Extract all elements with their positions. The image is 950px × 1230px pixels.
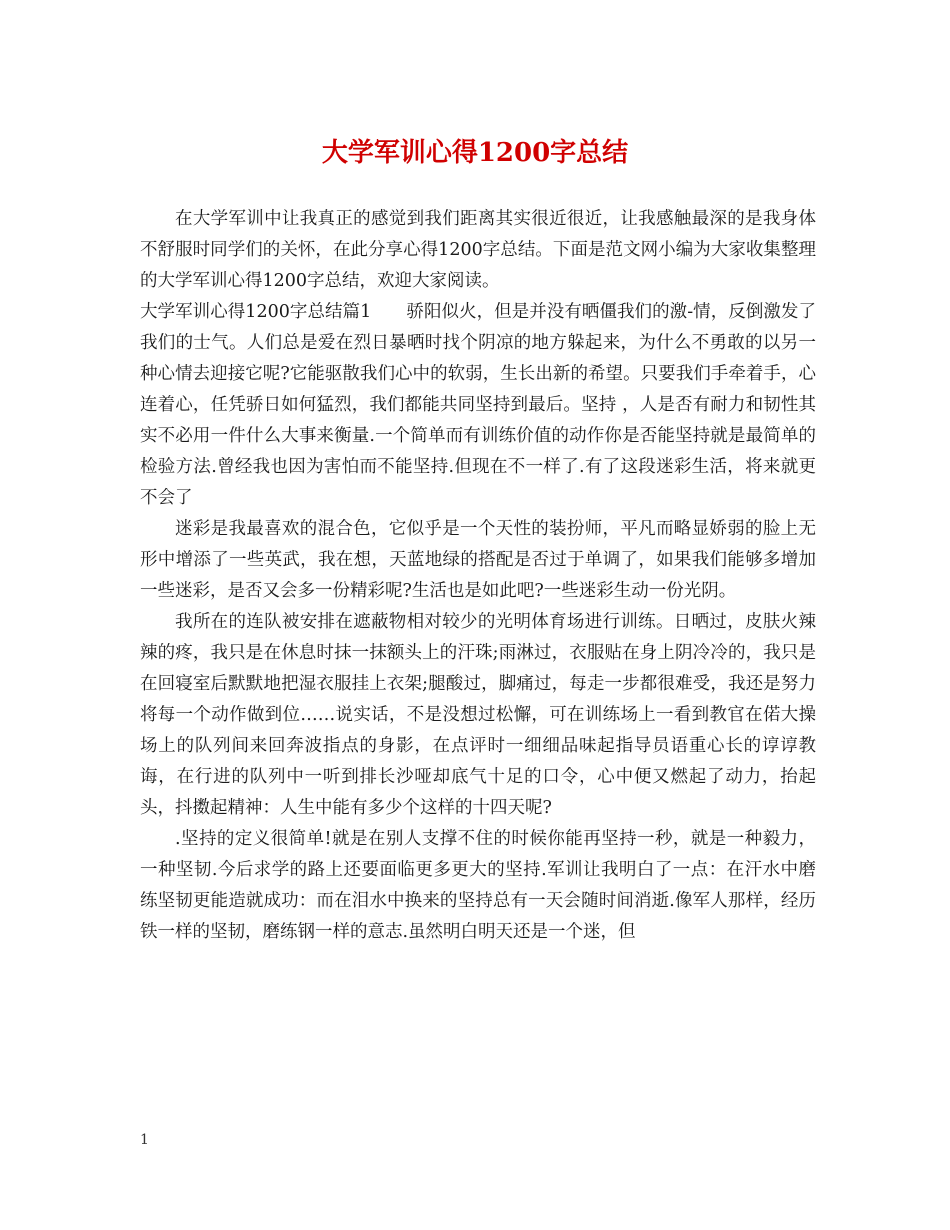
document-title: 大学军训心得1200字总结 (321, 138, 629, 168)
paragraph-article-1: 大学军训心得1200字总结篇1 骄阳似火，但是并没有晒僵我们的激-情，反倒激发了我们的士气。人们总是爱在烈日暴晒时找个阴凉的地方躲起来，为什么不勇敢的以另一种心情去迎接它呢?它能驱散我们心中的软弱，生长出新的希望。只要我们手牵着手，心连着心，任凭骄日如何猛烈，我们都能共同坚持到最后。坚持 ，人是否有耐力和韧性其实不必用一件什么大事来衡量.一个简单而有训练价值的动作你是否能坚持就是最简单的检验方法.曾经我也因为害怕而不能坚持.但现在不一样了.有了这段迷彩生活，将来就更不会了 (140, 302, 816, 508)
document-body (140, 204, 816, 948)
paragraph-intro: 在大学军训中让我真正的感觉到我们距离其实很近很近，让我感触最深的是我身体不舒服时同学们的关怀，在此分享心得1200字总结。下面是范文网小编为大家收集整理的大学军训心得1200字总结，欢迎大家阅读。 (140, 209, 816, 291)
paragraph-persistence: .坚持的定义很简单!就是在别人支撑不住的时候你能再坚持一秒，就是一种毅力，一种坚韧.今后求学的路上还要面临更多更大的坚持.军训让我明白了一点：在汗水中磨练坚韧更能造就成功：而在泪水中换来的坚持总有一天会随时间消逝.像军人那样，经历铁一样的坚韧，磨练钢一样的意志.虽然明白明天还是一个迷，但 (140, 829, 816, 942)
paragraph-camouflage: 迷彩是我最喜欢的混合色，它似乎是一个天性的装扮师，平凡而略显娇弱的脸上无形中增添了一些英武，我在想，天蓝地绿的搭配是否过于单调了，如果我们能够多增加一些迷彩，是否又会多一份精彩呢?生活也是如此吧?一些迷彩生动一份光阴。 (140, 519, 816, 601)
paragraph-training: 我所在的连队被安排在遮蔽物相对较少的光明体育场进行训练。日晒过，皮肤火辣辣的疼，我只是在休息时抹一抹额头上的汗珠;雨淋过，衣服贴在身上阴冷冷的，我只是在回寝室后默默地把湿衣服挂上衣架;腿酸过，脚痛过，每走一步都很难受，我还是努力将每一个动作做到位……说实话，不是没想过松懈，可在训练场上一看到教官在偌大操场上的队列间来回奔波指点的身影，在点评时一细细品味起指导员语重心长的谆谆教诲，在行进的队列中一听到排长沙哑却底气十足的口令，心中便又燃起了动力，抬起头，抖擞起精神：人生中能有多少个这样的十四天呢? (140, 612, 816, 818)
page-number: 1 (140, 1132, 149, 1148)
